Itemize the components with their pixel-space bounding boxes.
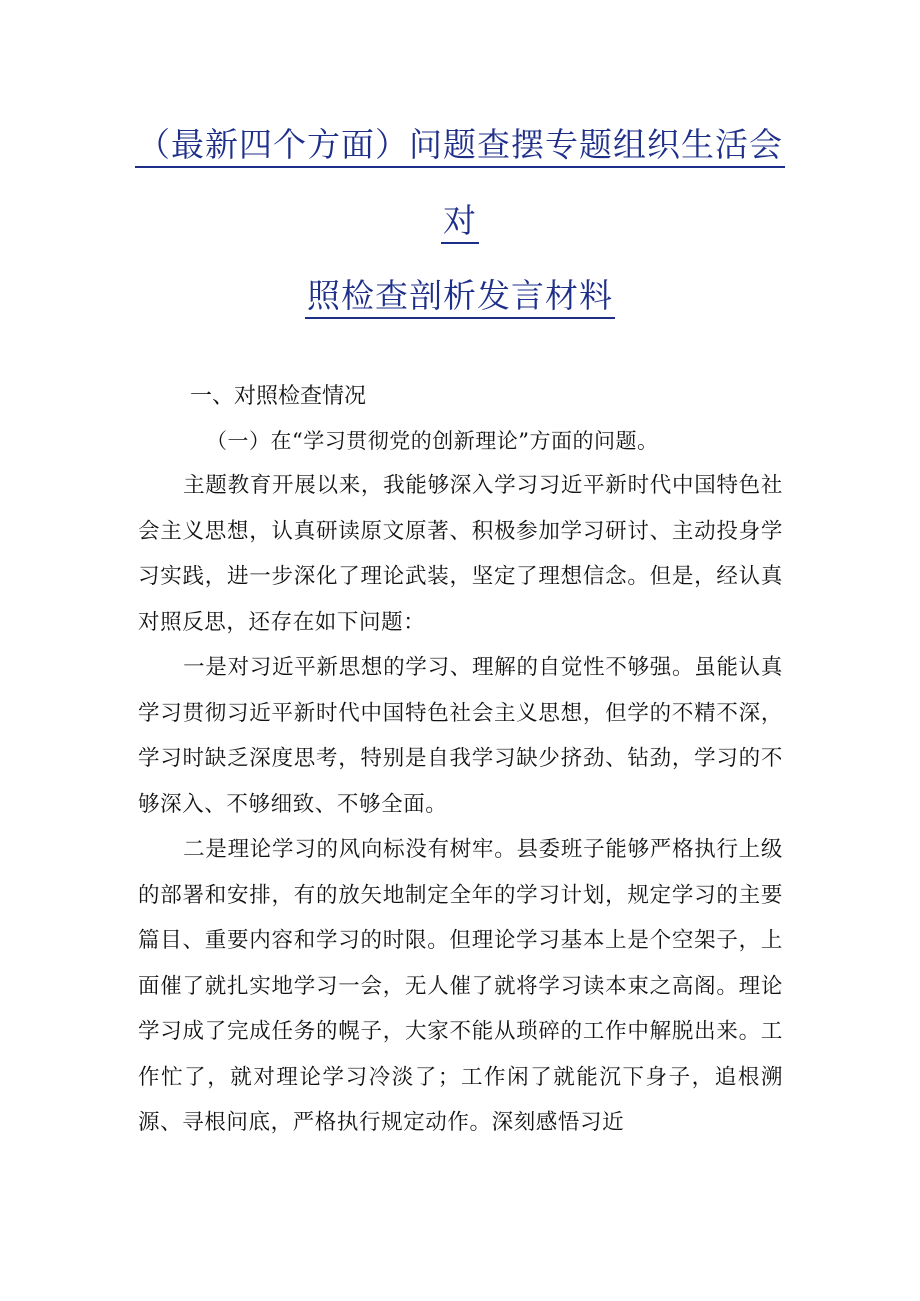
title-line-2-text: 对	[441, 204, 479, 244]
title-line-3-text: 照检查剖析发言材料	[305, 279, 615, 319]
title-line-1	[0, 125, 920, 168]
paragraph-intro: 主题教育开展以来，我能够深入学习习近平新时代中国特色社会主义思想，认真研读原文原著、积极参加学习研讨、主动投身学习实践，进一步深化了理论武装，坚定了理想信念。但是，经认真对照反思，还存在如下问题：	[138, 473, 783, 635]
title-line-3	[0, 276, 920, 319]
document-title	[0, 125, 920, 319]
subsection-heading: （一）在“学习贯彻党的创新理论”方面的问题。	[206, 429, 659, 453]
title-line-1-text: （最新四个方面）问题查摆专题组织生活会	[135, 128, 785, 168]
section-heading: 一、对照检查情况	[190, 384, 367, 409]
title-line-2	[0, 201, 920, 244]
document-body	[138, 375, 783, 1146]
paragraph-problem-1: 一是对习近平新思想的学习、理解的自觉性不够强。虽能认真学习贯彻习近平新时代中国特色社会主义思想，但学的不精不深，学习时缺乏深度思考，特别是自我学习缺少挤劲、钻劲，学习的不够深入、不够细致、不够全面。	[138, 655, 783, 817]
paragraph-problem-2: 二是理论学习的风向标没有树牢。县委班子能够严格执行上级的部署和安排，有的放矢地制定全年的学习计划，规定学习的主要篇目、重要内容和学习的时限。但理论学习基本上是个空架子，上面催了就扎实地学习一会，无人催了就将学习读本束之高阁。理论学习成了完成任务的幌子，大家不能从琐碎的工作中解脱出来。工作忙了，就对理论学习冷淡了；工作闲了就能沉下身子，追根溯源、寻根问底，严格执行规定动作。深刻感悟习近	[138, 837, 783, 1135]
